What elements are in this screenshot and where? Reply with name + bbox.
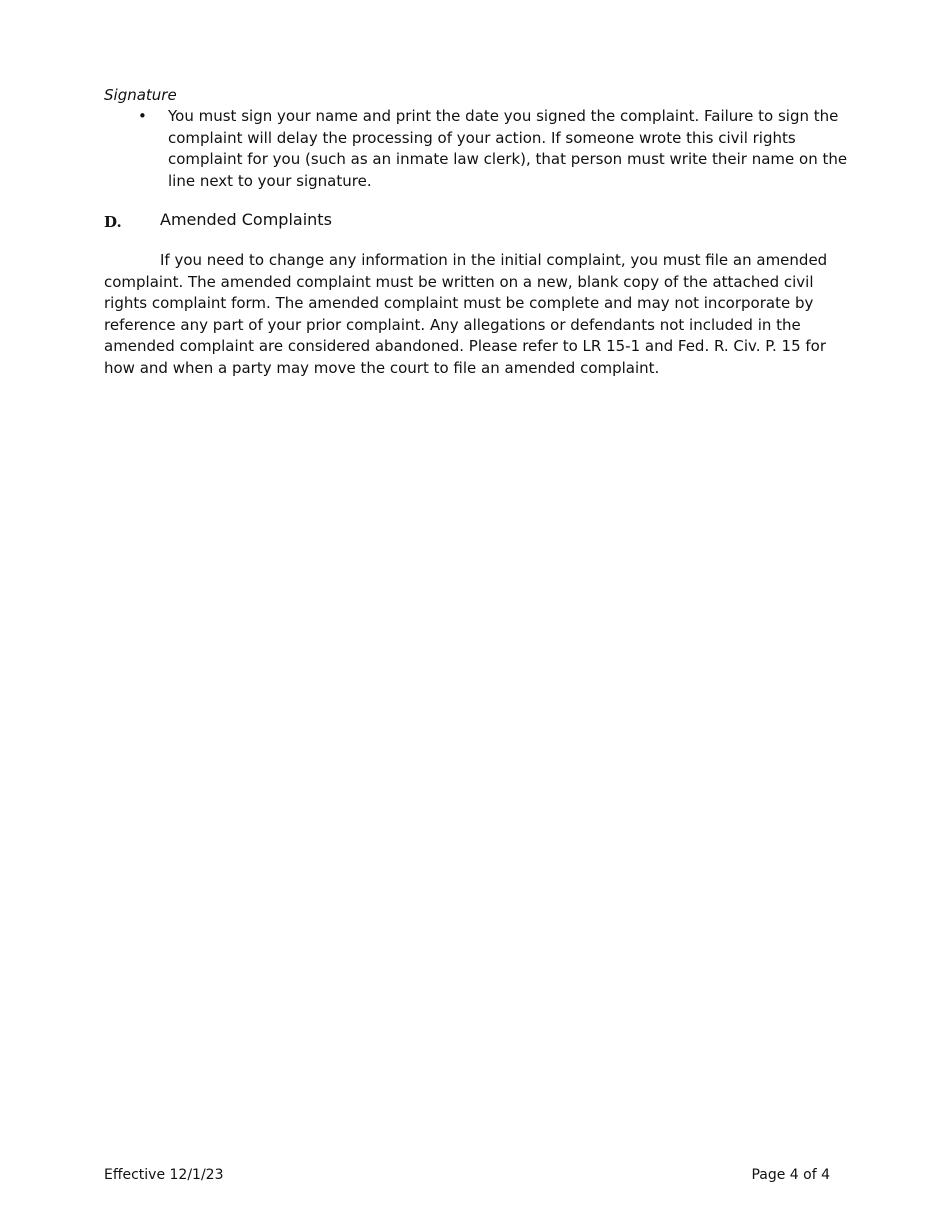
signature-bullet-text: You must sign your name and print the date you signed the complaint. Failure to sign the complaint will delay the processing of your action. If someone wrote this civil rights complaint for you (such as an inmate law clerk), that person must write their name on the line next to your signature. xyxy=(168,107,848,190)
bullet-icon: • xyxy=(138,107,147,125)
footer-page-number: Page 4 of 4 xyxy=(751,1167,830,1183)
footer-effective-date: Effective 12/1/23 xyxy=(104,1167,224,1183)
section-letter: D. xyxy=(104,213,122,231)
amended-complaints-paragraph: If you need to change any information in the initial complaint, you must file an amended complaint. The amended complaint must be written on a new, blank copy of the attached civil rights complaint form. The amended complaint must be complete and may not incorporate by reference any part of your prior complaint. Any allegations or defendants not included in the amended complaint are considered abandoned. Please refer to LR 15-1 and Fed. R. Civ. P. 15 for how and when a party may move the court to file an amended complaint. xyxy=(104,251,828,377)
signature-heading: Signature xyxy=(104,86,177,104)
section-title: Amended Complaints xyxy=(160,210,332,229)
signature-bullet xyxy=(138,106,848,192)
